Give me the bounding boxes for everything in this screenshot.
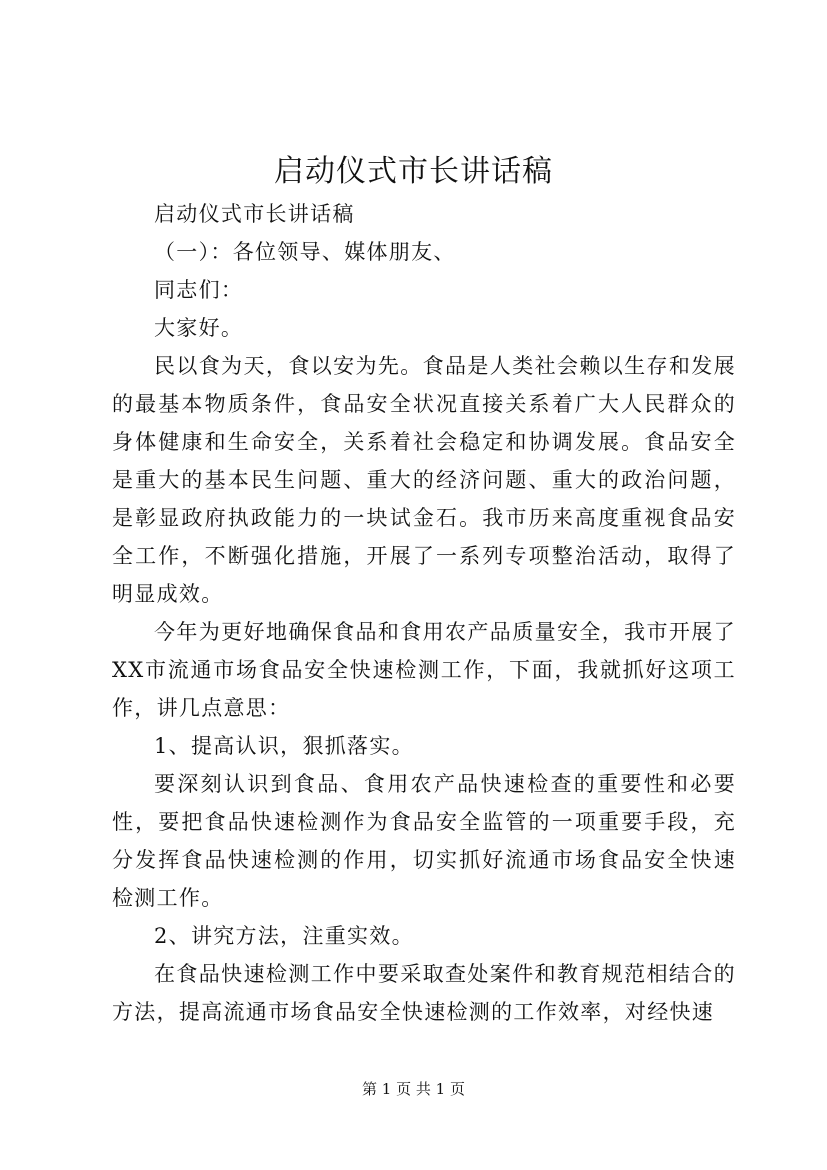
paragraph: 要深刻认识到食品、食用农产品快速检查的重要性和必要性，要把食品快速检测作为食品安全监管的一项重要手段，充分发挥食品快速检测的作用，切实抓好流通市场食品安全快速检测工作。 [112, 772, 736, 910]
paragraph: 启动仪式市长讲话稿 [154, 202, 355, 226]
paragraph: 民以食为天，食以安为先。食品是人类社会赖以生存和发展的最基本物质条件，食品安全状况直接关系着广大人民群众的身体健康和生命安全，关系着社会稳定和协调发展。食品安全是重大的基本民生问题、重大的经济问题、重大的政治问题，是彰显政府执政能力的一块试金石。我市历来高度重视食品安全工作，不断强化措施，开展了一系列专项整治活动，取得了明显成效。 [112, 354, 736, 606]
paragraph: 同志们： [154, 278, 244, 302]
paragraph: 大家好。 [154, 316, 244, 340]
paragraph: 在食品快速检测工作中要采取查处案件和教育规范相结合的方法，提高流通市场食品安全快速检测的工作效率，对经快速 [112, 962, 736, 1024]
paragraph: 2、讲究方法，注重实效。 [154, 924, 414, 948]
paragraph: （一）：各位领导、媒体朋友、 [154, 240, 456, 264]
page-title: 启动仪式市长讲话稿 [274, 154, 553, 189]
page-number-footer: 第 1 页 共 1 页 [362, 1080, 465, 1098]
document-body [112, 195, 736, 1031]
paragraph: 1、提高认识，狠抓落实。 [154, 734, 414, 758]
paragraph: 今年为更好地确保食品和食用农产品质量安全，我市开展了XX市流通市场食品安全快速检测工作，下面，我就抓好这项工作，讲几点意思： [112, 620, 736, 720]
